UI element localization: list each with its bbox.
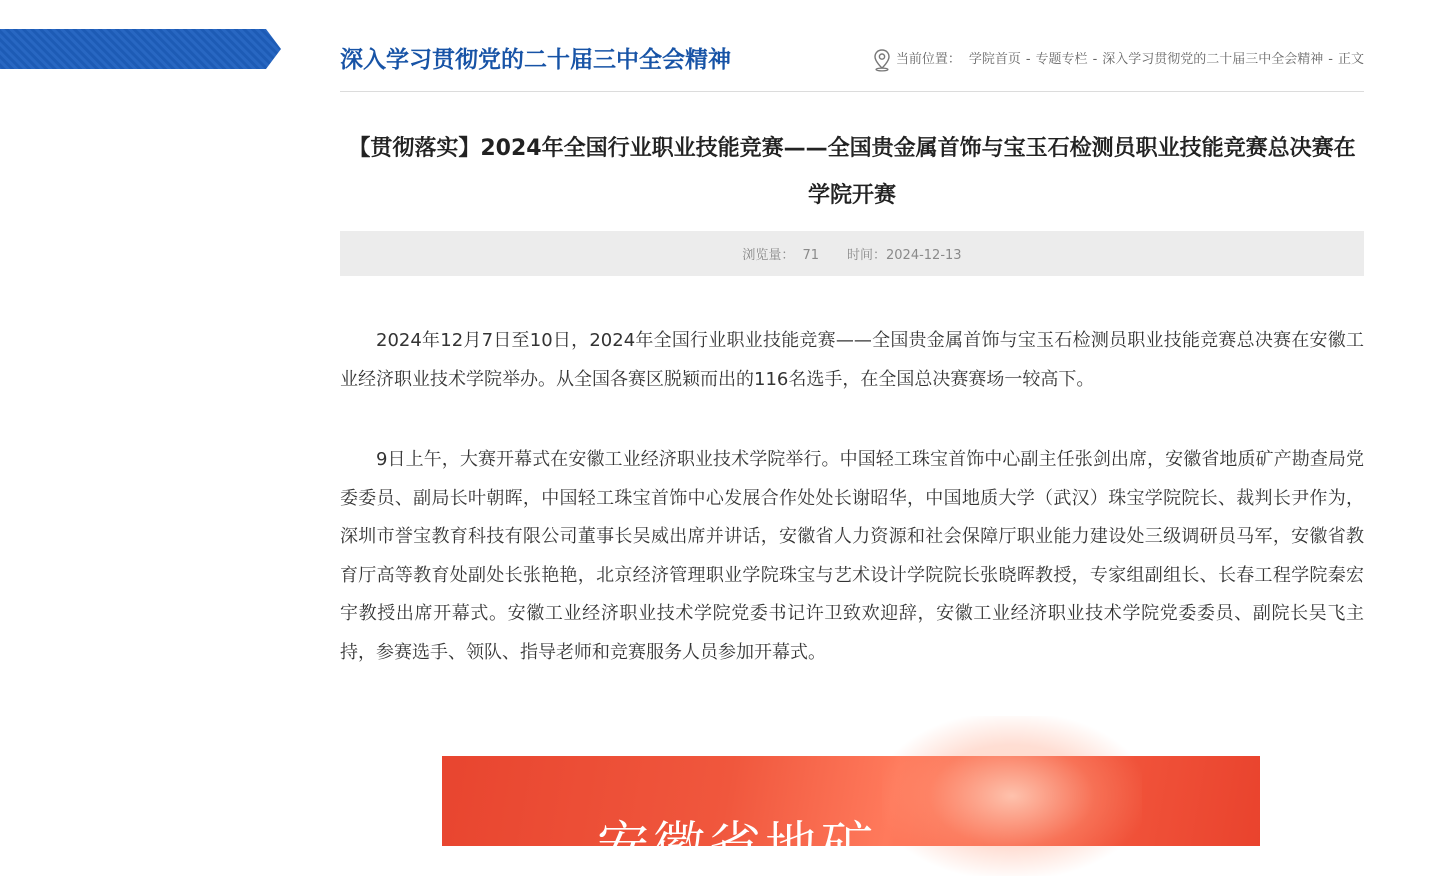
publish-time-label: 时间： — [846, 248, 886, 263]
breadcrumb-separator: - — [1092, 52, 1098, 67]
photo-backdrop-text: 安徽省地矿 — [597, 817, 878, 877]
view-count-label: 浏览量： — [742, 248, 795, 263]
breadcrumb — [872, 48, 1364, 72]
breadcrumb-topics-link[interactable]: 专题专栏 — [1035, 52, 1088, 67]
article-paragraph: 2024年12月7日至10日，2024年全国行业职业技能竞赛——全国贵金属首饰与宝玉石检测员职业技能竞赛总决赛在安徽工业经济职业技术学院举办。从全国各赛区脱颖而出的116名选手，在全国总决赛赛场一较高下。 — [340, 330, 1364, 390]
publish-time-value: 2024-12-13 — [886, 248, 962, 263]
publish-time — [847, 244, 962, 263]
side-banner — [0, 29, 281, 69]
breadcrumb-separator: - — [1328, 52, 1333, 67]
breadcrumb-home-link[interactable]: 学院首页 — [968, 52, 1021, 67]
article-photo — [442, 756, 1260, 877]
article-paragraph: 9日上午，大赛开幕式在安徽工业经济职业技术学院举行。中国轻工珠宝首饰中心副主任张剑出席，安徽省地质矿产勘查局党委委员、副局长叶朝晖，中国轻工珠宝首饰中心发展合作处处长谢昭华，中国地质大学（武汉）珠宝学院院长、裁判长尹作为，深圳市誉宝教育科技有限公司董事长吴威出席并讲话，安徽省人力资源和社会保障厅职业能力建设处三级调研员马军，安徽省教育厅高等教育处副处长张艳艳，北京经济管理职业学院珠宝与艺术设计学院院长张晓晖教授，专家组副组长、长春工程学院秦宏宇教授出席开幕式。安徽工业经济职业技术学院党委书记许卫致欢迎辞，安徽工业经济职业技术学院党委委员、副院长吴飞主持，参赛选手、领队、指导老师和竞赛服务人员参加开幕式。 — [340, 449, 1364, 663]
breadcrumb-label: 当前位置： — [895, 52, 961, 67]
view-count-value: 71 — [802, 248, 819, 263]
breadcrumb-separator: - — [1025, 52, 1031, 67]
location-pin-icon — [872, 48, 892, 72]
column-title: 深入学习贯彻党的二十届三中全会精神 — [340, 47, 731, 73]
article-body — [340, 322, 1364, 672]
article-meta — [340, 231, 1364, 276]
view-count — [742, 244, 819, 263]
column-header — [340, 0, 1364, 92]
content-area — [340, 0, 1364, 714]
article-title: 【贯彻落实】2024年全国行业职业技能竞赛——全国贵金属首饰与宝玉石检测员职业技能竞赛总决赛在学院开赛 — [348, 136, 1356, 208]
breadcrumb-current: 正文 — [1337, 52, 1364, 67]
breadcrumb-column-link[interactable]: 深入学习贯彻党的二十届三中全会精神 — [1102, 52, 1324, 67]
photo-light-glow — [882, 716, 1142, 876]
